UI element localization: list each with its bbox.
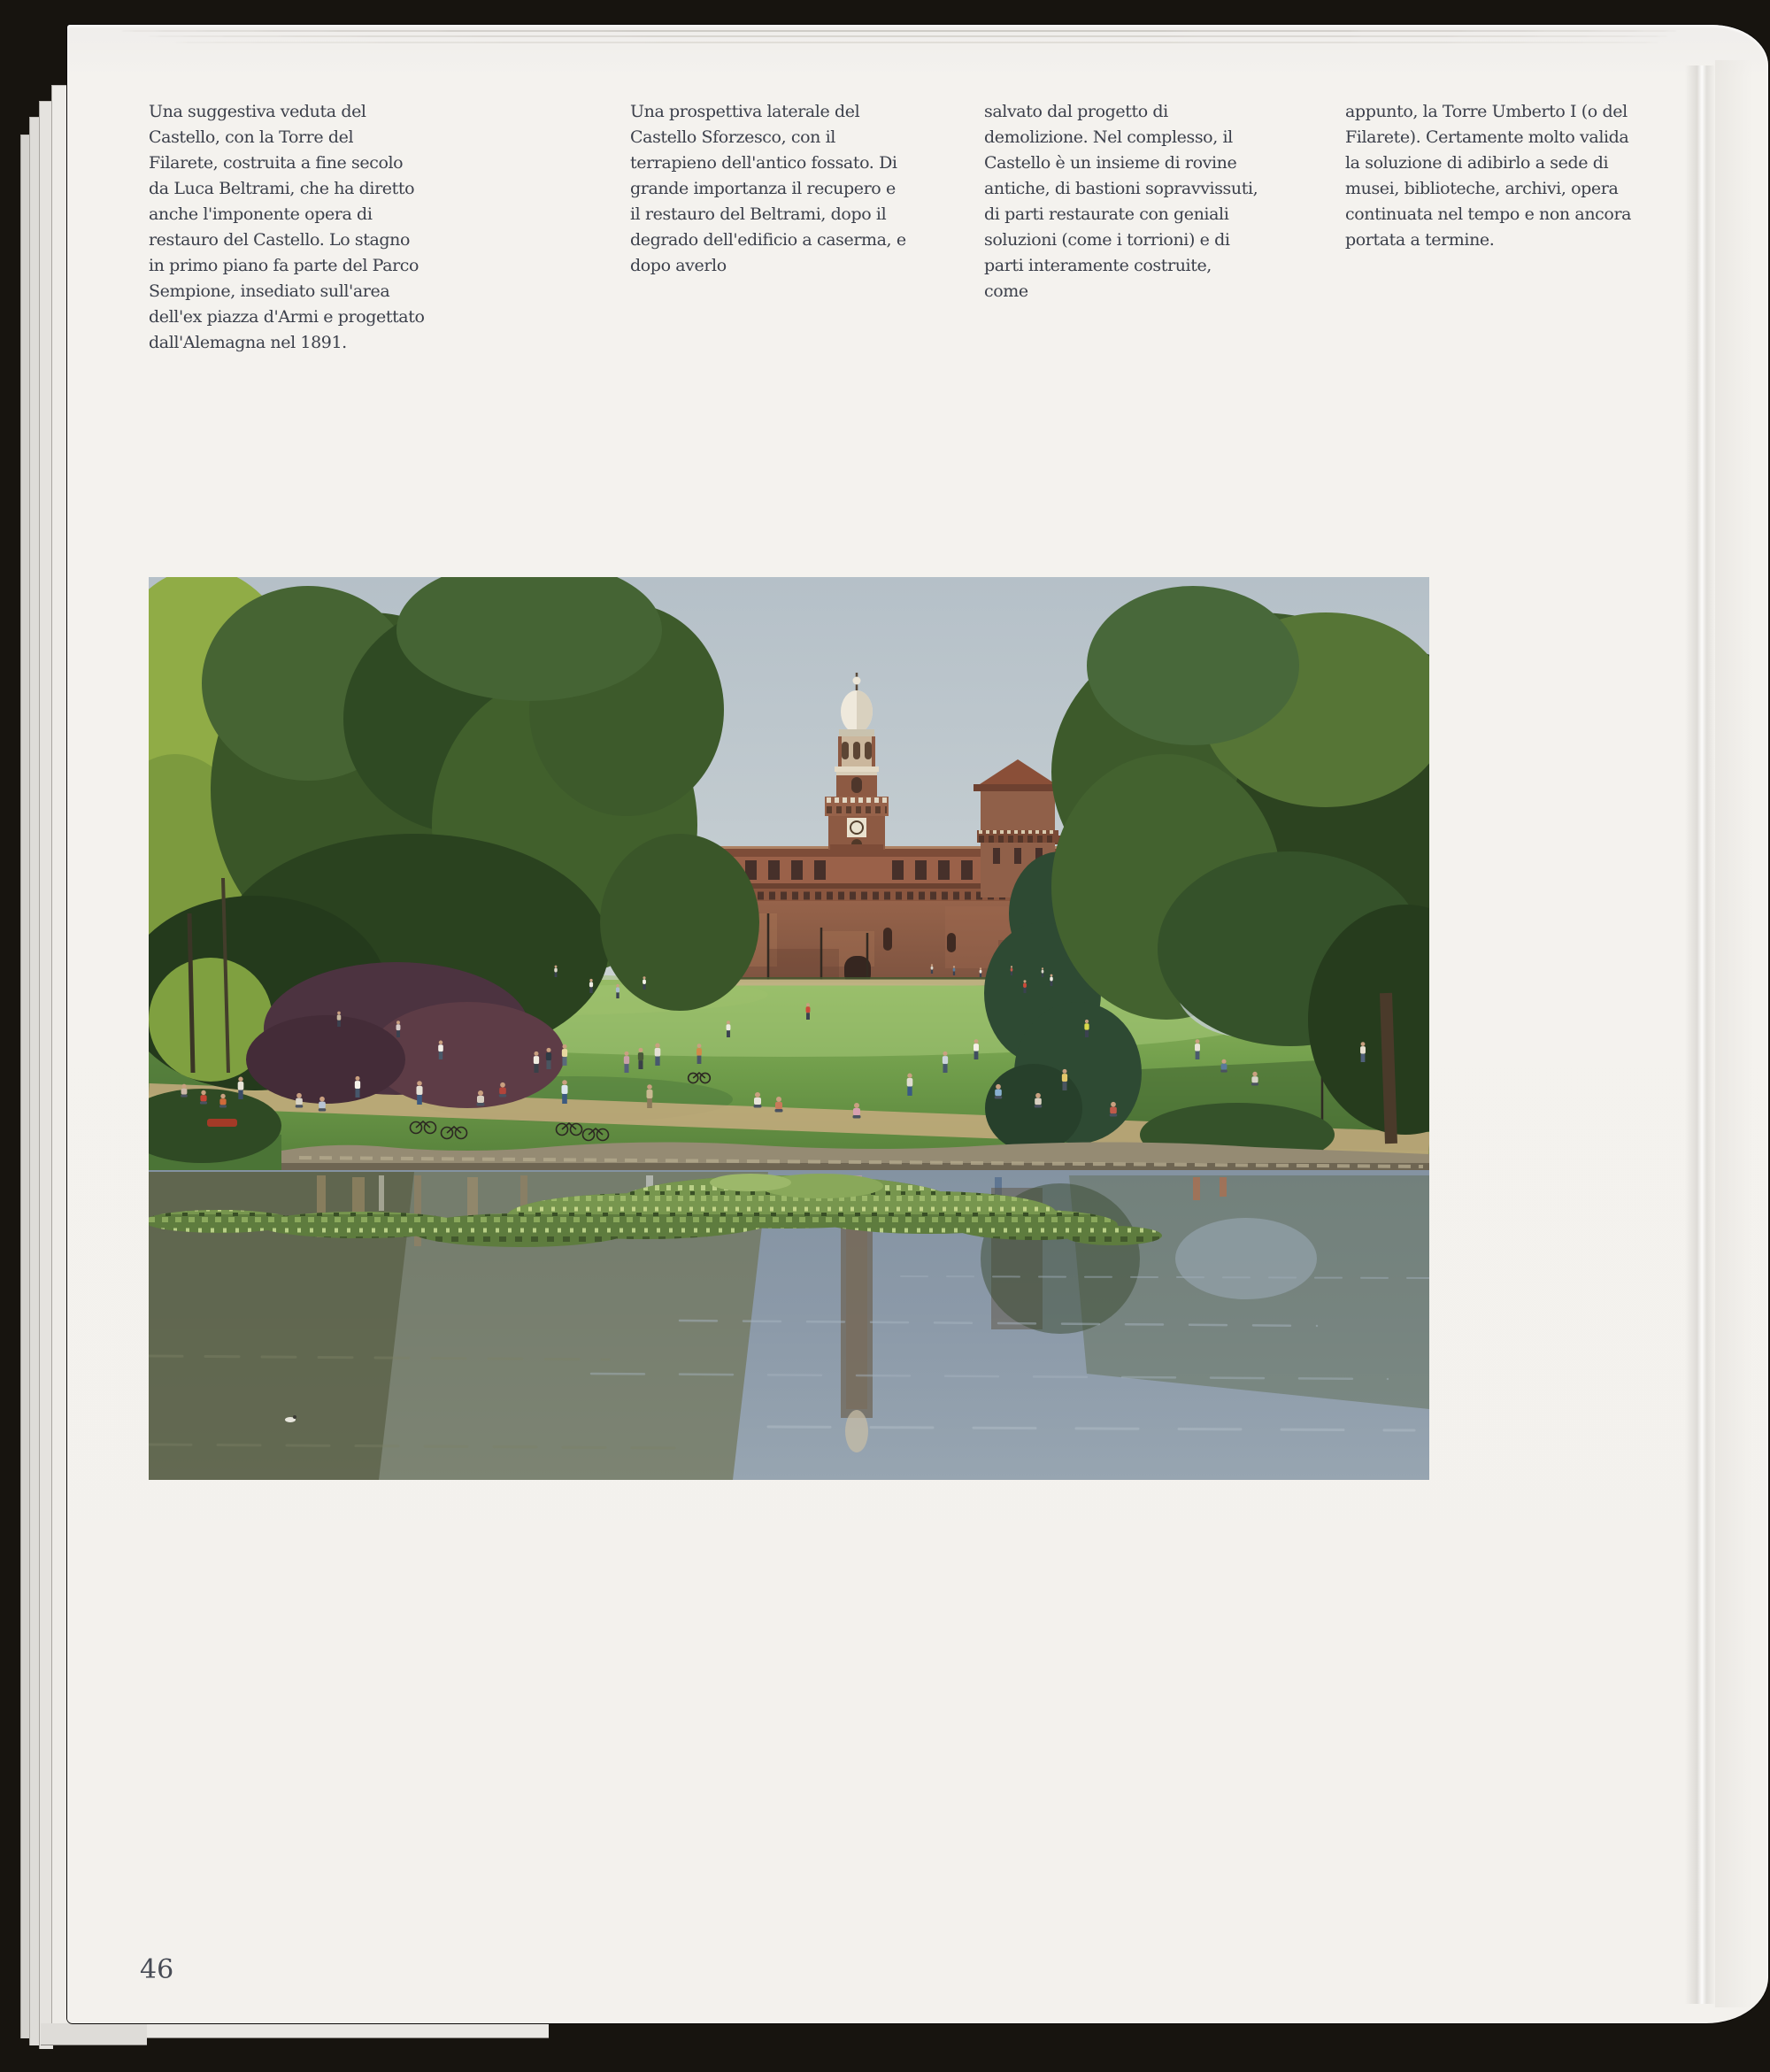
photo-parco-sempione [149, 577, 1429, 1480]
page-top-edge [147, 35, 1669, 37]
caption-column-3: salvato dal progetto di demolizione. Nel complesso, il Castello è un insieme di rovine antiche, di bastioni sopravvissuti, di parti restaurate con geniali soluzioni (come i torrioni) e di parti interamente costruite, come [984, 102, 1258, 301]
page-stack-bottom-edge [41, 2023, 147, 2045]
page-fold-right [1685, 65, 1715, 2004]
caption-column-1: Una suggestiva veduta del Castello, con la Torre del Filarete, costruita a fine secolo da Luca Beltrami, che ha diretto anche l'imponente opera di restauro del Castello. Lo stagno in primo piano fa parte del Parco Sempione, insediato sull'area dell'ex piazza d'Armi e progettato dall'Alemagna nel 1891. [149, 102, 425, 352]
page-number: 46 [140, 1954, 174, 1985]
page-curl-shade [1715, 60, 1768, 2007]
page-top-edge [120, 30, 1678, 32]
caption-column-4: appunto, la Torre Umberto I (o del Filarete). Certamente molto valida la soluzione di adibirlo a sede di musei, biblioteche, archivi, opera continuata nel tempo e non ancora portata a termine. [1345, 102, 1632, 250]
page-top-edge [173, 42, 1660, 43]
book-page [67, 25, 1768, 2023]
caption-column-2: Una prospettiva laterale del Castello Sforzesco, con il terrapieno dell'antico fossato. Di grande importanza il recupero e il restauro del Beltrami, dopo il degrado dell'edificio a caserma, e dopo averlo [630, 102, 906, 275]
